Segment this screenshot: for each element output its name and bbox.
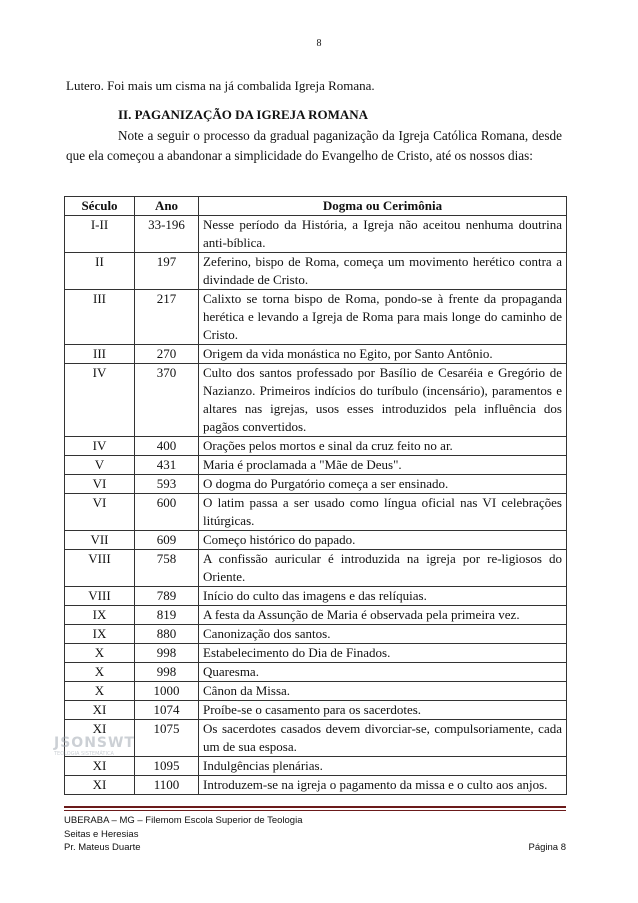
cell-seculo: IX [65,606,135,625]
cell-seculo: VIII [65,587,135,606]
table-row [65,456,567,475]
cell-dogma: Início do culto das imagens e das relíquias. [199,587,567,606]
table-header-row [65,197,567,216]
cell-dogma: Introduzem-se na igreja o pagamento da missa e o culto aos anjos. [199,776,567,795]
table-row [65,364,567,437]
footer [64,814,566,855]
cell-ano: 1095 [135,757,199,776]
header-dogma: Dogma ou Cerimônia [199,197,567,216]
table-row [65,682,567,701]
cell-seculo: IV [65,364,135,437]
cell-ano: 789 [135,587,199,606]
cell-ano: 217 [135,290,199,345]
cell-seculo: XI [65,757,135,776]
cell-ano: 819 [135,606,199,625]
cell-seculo: XI [65,720,135,757]
cell-ano: 431 [135,456,199,475]
footer-course: Seitas e Heresias [64,828,139,840]
footer-author: Pr. Mateus Duarte [64,842,141,853]
cell-seculo: V [65,456,135,475]
table-row [65,625,567,644]
cell-dogma: A confissão auricular é introduzida na igreja por re-ligiosos do Oriente. [199,550,567,587]
cell-seculo: VII [65,531,135,550]
header-ano: Ano [135,197,199,216]
watermark-text: JSONSWT [54,735,135,751]
table-row [65,531,567,550]
table-row [65,253,567,290]
cell-dogma: Origem da vida monástica no Egito, por Santo Antônio. [199,345,567,364]
header-seculo: Século [65,197,135,216]
cell-seculo: III [65,345,135,364]
watermark-logo [54,735,135,777]
cell-ano: 1075 [135,720,199,757]
cell-ano: 33-196 [135,216,199,253]
cell-dogma: Proíbe-se o casamento para os sacerdotes. [199,701,567,720]
table-body [65,216,567,795]
table-row [65,475,567,494]
table-row [65,606,567,625]
table-row [65,550,567,587]
paganization-table [64,196,567,795]
cell-dogma: A festa da Assunção de Maria é observada pela primeira vez. [199,606,567,625]
footer-divider [64,806,566,808]
table-row [65,776,567,795]
cell-dogma: Maria é proclamada a "Mãe de Deus". [199,456,567,475]
cell-seculo: I-II [65,216,135,253]
cell-dogma: Culto dos santos professado por Basílio de Cesaréia e Gregório de Nazianzo. Primeiros indícios do turíbulo (incensário), paramentos e altares nas igrejas, usos esses introduzidos pela influência dos pagãos convertidos. [199,364,567,437]
cell-seculo: X [65,644,135,663]
cell-ano: 370 [135,364,199,437]
table-row [65,216,567,253]
table-row [65,644,567,663]
table-row [65,437,567,456]
cell-ano: 593 [135,475,199,494]
cell-ano: 600 [135,494,199,531]
table-row [65,290,567,345]
cell-seculo: VIII [65,550,135,587]
intro-line: Lutero. Foi mais um cisma na já combalida Igreja Romana. [66,78,375,93]
cell-dogma: Estabelecimento do Dia de Finados. [199,644,567,663]
cell-dogma: Cânon da Missa. [199,682,567,701]
cell-seculo: III [65,290,135,345]
cell-ano: 1100 [135,776,199,795]
cell-dogma: Quaresma. [199,663,567,682]
cell-ano: 197 [135,253,199,290]
cell-dogma: Calixto se torna bispo de Roma, pondo-se à frente da propaganda herética e levando a Igreja de Roma para mais longe do caminho de Cristo. [199,290,567,345]
table-row [65,757,567,776]
footer-page-label: Página 8 [528,842,566,853]
cell-ano: 758 [135,550,199,587]
cell-dogma: Canonização dos santos. [199,625,567,644]
cell-ano: 609 [135,531,199,550]
cell-seculo: VI [65,494,135,531]
section-title: II. PAGANIZAÇÃO DA IGREJA ROMANA [118,107,369,122]
footer-divider-thin [64,810,566,811]
cell-dogma: Orações pelos mortos e sinal da cruz feito no ar. [199,437,567,456]
cell-ano: 998 [135,644,199,663]
cell-seculo: VI [65,475,135,494]
cell-ano: 270 [135,345,199,364]
cell-dogma: Começo histórico do papado. [199,531,567,550]
cell-seculo: X [65,682,135,701]
table-row [65,701,567,720]
cell-dogma: Zeferino, bispo de Roma, começa um movimento herético contra a divindade de Cristo. [199,253,567,290]
cell-ano: 1000 [135,682,199,701]
cell-dogma: O latim passa a ser usado como língua oficial nas VI celebrações litúrgicas. [199,494,567,531]
table-row [65,663,567,682]
cell-seculo: X [65,663,135,682]
cell-seculo: IV [65,437,135,456]
cell-seculo: XI [65,776,135,795]
cell-seculo: II [65,253,135,290]
cell-seculo: XI [65,701,135,720]
footer-institution: UBERABA – MG – Filemom Escola Superior de Teologia [64,815,303,826]
table-row [65,494,567,531]
cell-ano: 880 [135,625,199,644]
table-row [65,587,567,606]
cell-ano: 998 [135,663,199,682]
cell-dogma: Os sacerdotes casados devem divorciar-se, compulsoriamente, cada um de sua esposa. [199,720,567,757]
cell-dogma: O dogma do Purgatório começa a ser ensinado. [199,475,567,494]
table-row [65,345,567,364]
cell-ano: 1074 [135,701,199,720]
cell-seculo: IX [65,625,135,644]
cell-dogma: Nesse período da História, a Igreja não aceitou nenhuma doutrina anti-bíblica. [199,216,567,253]
page-number: 8 [316,38,322,49]
watermark-subtext: TEOLOGIA SISTEMÁTICA [54,751,114,757]
intro-paragraph: Note a seguir o processo da gradual paganização da Igreja Católica Romana, desde que ela começou a abandonar a simplicidade do Evangelho de Cristo, até os nossos dias: [66,128,562,163]
table-row [65,720,567,757]
cell-dogma: Indulgências plenárias. [199,757,567,776]
cell-ano: 400 [135,437,199,456]
